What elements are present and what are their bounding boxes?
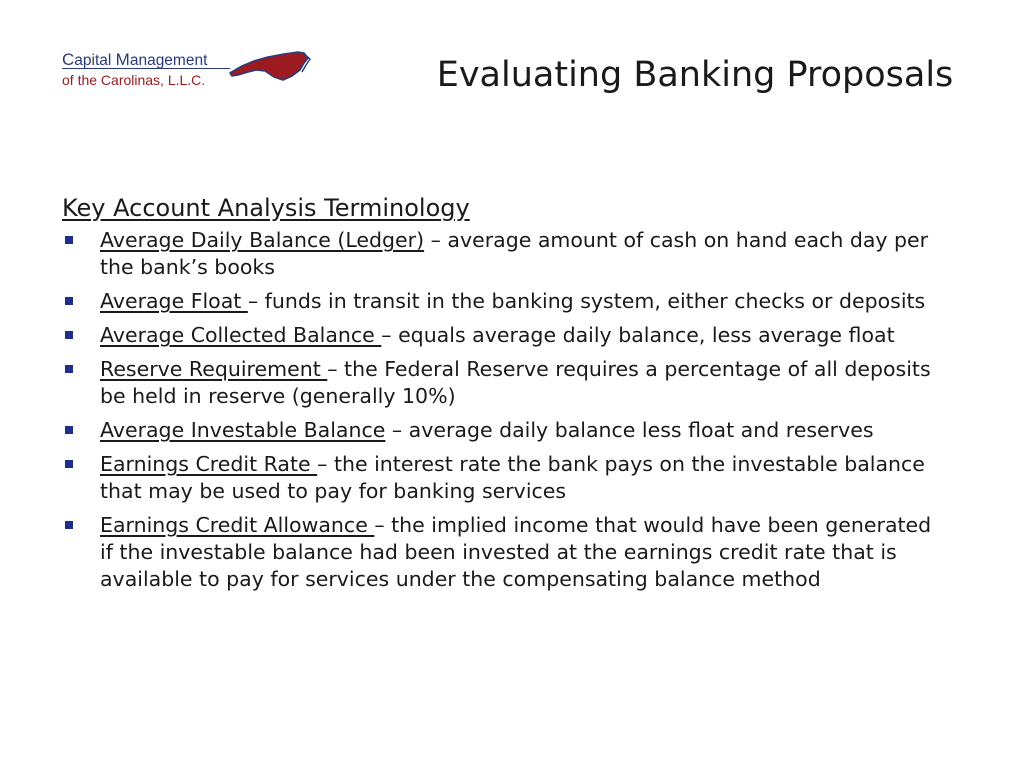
term-definition: – funds in transit in the banking system, either checks or deposits [247,289,926,313]
logo-initial-c: C [62,50,75,69]
term-name: Earnings Credit Rate [100,452,318,476]
logo-company-name [62,50,207,70]
logo-subtitle: of the Carolinas, L.L.C. [62,72,206,88]
square-bullet-icon [65,365,73,373]
term-definition: – the interest rate the bank pays on the investable balance that may be used to pay for banking services [100,452,925,503]
term-item [62,417,950,444]
term-name: Earnings Credit Allowance [100,513,375,537]
term-definition: – the implied income that would have been generated if the investable balance had been invested at the earnings credit rate that is available to pay for services under the compensating balance method [100,513,932,591]
company-logo [62,50,322,94]
slide-title: Evaluating Banking Proposals [436,55,954,95]
term-name: Reserve Requirement [100,357,328,381]
term-item [62,451,950,505]
square-bullet-icon [65,236,73,244]
square-bullet-icon [65,297,73,305]
term-item [62,288,950,315]
logo-name-part2: anagement [129,52,208,69]
logo-name-part1: apital [74,52,116,69]
term-definition: – average daily balance less float and reserves [385,418,874,442]
term-name: Average Investable Balance [100,418,386,442]
term-item [62,512,950,593]
slide-content [62,192,962,600]
term-definition: – the Federal Reserve requires a percentage of all deposits be held in reserve (generally 10%) [100,357,931,408]
term-name: Average Float [100,289,248,313]
term-item [62,356,950,410]
square-bullet-icon [65,460,73,468]
term-item [62,322,950,349]
square-bullet-icon [65,426,73,434]
term-item [62,227,950,281]
logo-underline [62,68,230,69]
square-bullet-icon [65,521,73,529]
north-carolina-map-icon [228,50,312,84]
square-bullet-icon [65,331,73,339]
term-name: Average Collected Balance [100,323,382,347]
terms-list [62,227,962,593]
logo-initial-m: M [115,50,130,69]
section-heading: Key Account Analysis Terminology [62,194,470,222]
term-name: Average Daily Balance (Ledger) [100,228,425,252]
term-definition: – equals average daily balance, less average float [381,323,895,347]
term-definition: – average amount of cash on hand each day per the bank’s books [100,228,929,279]
